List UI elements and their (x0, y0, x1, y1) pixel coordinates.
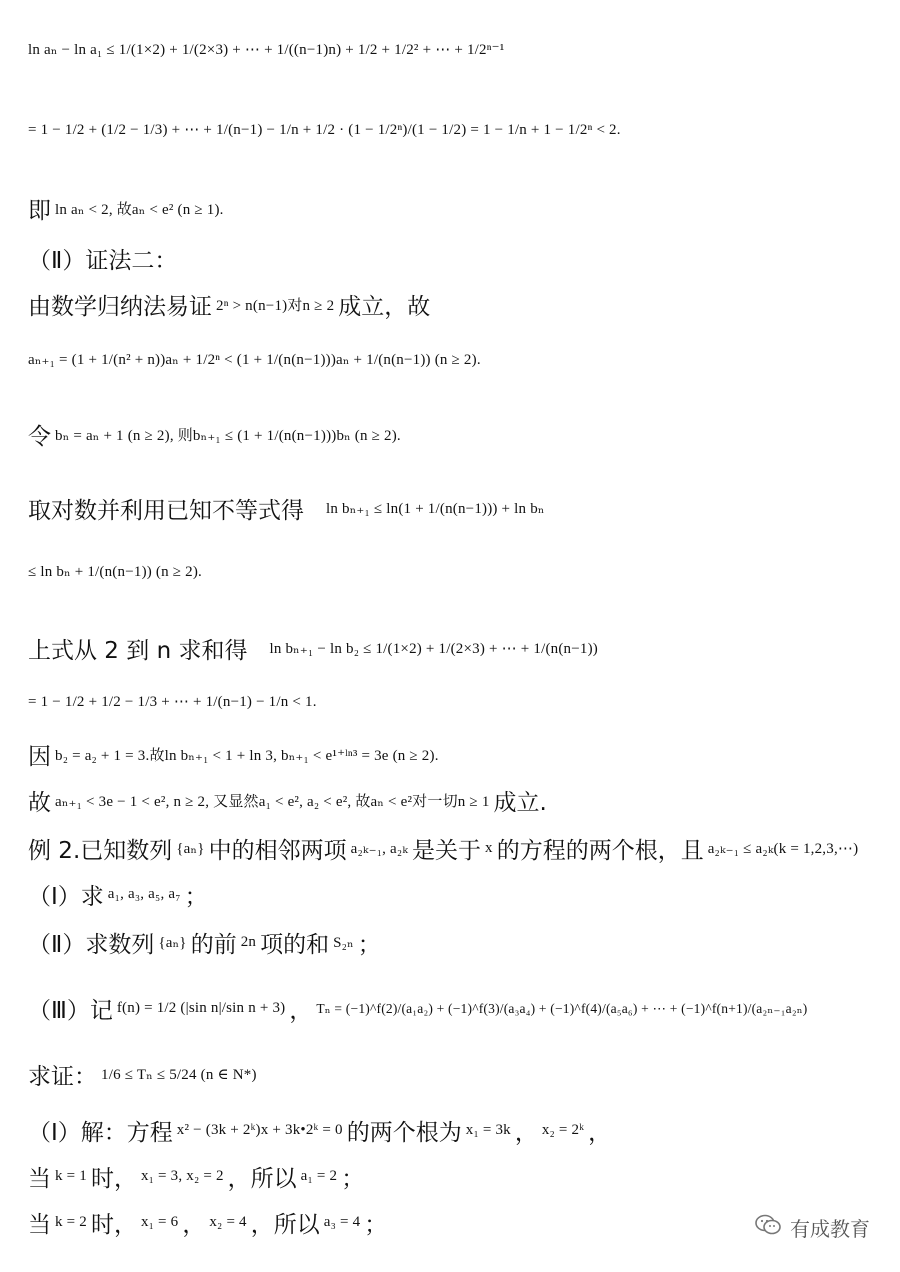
text-segment: ； (341, 1166, 365, 1192)
text-segment: 即 (28, 198, 51, 224)
math-line-6: aₙ₊₁ = (1 + 1/(n² + n))aₙ + 1/2ⁿ < (1 + 1/(n(n−1)))aₙ + 1/(n(n−1)) (n ≥ 2). (28, 352, 481, 368)
solution-line-3 (28, 1206, 387, 1239)
formula-segment: b₂ = a₂ + 1 = 3.故ln bₙ₊₁ < 1 + ln 3, bₙ₊₁ < e¹⁺ˡⁿ³ = 3e (n ≥ 2). (55, 748, 439, 764)
formula-segment: Tₙ = (−1)^f(2)/(a₁a₂) + (−1)^f(3)/(a₃a₄) + (−1)^f(4)/(a₅a₆) + ⋯ + (−1)^f(n+1)/(a₂ₙ₋₁a₂ₙ) (316, 1000, 808, 1016)
text-segment: （Ⅲ）记 (28, 998, 113, 1024)
text-segment: 当 (28, 1166, 51, 1192)
text-segment: 时， (90, 1166, 137, 1192)
text-line-7 (28, 418, 401, 451)
watermark (754, 1213, 870, 1242)
solution-line-2 (28, 1160, 364, 1193)
text-segment: 当 (28, 1212, 51, 1238)
math-line-9: ≤ ln bₙ + 1/(n(n−1)) (n ≥ 2). (28, 564, 202, 580)
formula-segment: 2ⁿ > n(n−1)对n ≥ 2 (216, 298, 335, 314)
text-segment: 令 (28, 424, 51, 450)
math-line-2: = 1 − 1/2 + (1/2 − 1/3) + ⋯ + 1/(n−1) − 1/n + 1/2 · (1 − 1/2ⁿ)/(1 − 1/2) = 1 − 1/n + 1 − 1/2ⁿ < 2. (28, 122, 621, 138)
text-line-5 (28, 288, 430, 321)
formula-segment: x² − (3k + 2ᵏ)x + 3k•2ᵏ = 0 (176, 1122, 343, 1138)
formula-segment: ln bₙ₊₁ − ln b₂ ≤ 1/(1×2) + 1/(2×3) + ⋯ + 1/(n(n−1)) (269, 641, 598, 657)
math-line-1: ln aₙ − ln a₁ ≤ 1/(1×2) + 1/(2×3) + ⋯ + 1/((n−1)n) + 1/2 + 1/2² + ⋯ + 1/2ⁿ⁻¹ (28, 42, 505, 58)
text-segment: ， (514, 1120, 538, 1146)
text-segment: 取对数并利用已知不等式得 (28, 498, 304, 524)
text-line-13 (28, 784, 547, 817)
formula-segment: {aₙ} (158, 935, 187, 951)
formula-segment: k = 1 (55, 1168, 87, 1184)
text-segment: 是关于 (412, 838, 481, 864)
text-segment: （Ⅱ）求数列 (28, 932, 155, 958)
text-line-8 (28, 492, 545, 525)
question-3 (28, 992, 808, 1025)
question-2 (28, 926, 381, 959)
text-segment: ； (357, 932, 381, 958)
watermark-text: 有成教育 (790, 1217, 870, 1241)
formula-segment: x₁ = 6 (140, 1214, 179, 1230)
text-line-12 (28, 738, 439, 771)
text-segment: （Ⅰ）解：方程 (28, 1120, 173, 1146)
formula-segment: S₂ₙ (333, 935, 354, 951)
formula-segment: ln bₙ₊₁ ≤ ln(1 + 1/(n(n−1))) + ln bₙ (326, 501, 545, 517)
text-segment: ，所以 (250, 1212, 320, 1238)
question-1 (28, 878, 208, 911)
text-segment: 故 (28, 790, 51, 816)
formula-segment: a₁, a₃, a₅, a₇ (107, 886, 181, 902)
formula-segment: x₂ = 4 (209, 1214, 247, 1230)
text-line-3 (28, 192, 224, 225)
text-segment: 成立. (493, 790, 547, 816)
formula-segment: a₂ₖ₋₁ ≤ a₂ₖ(k = 1,2,3,⋯) (707, 841, 859, 857)
formula-segment: x₂ = 2ᵏ (541, 1122, 585, 1138)
math-line-11: = 1 − 1/2 + 1/2 − 1/3 + ⋯ + 1/(n−1) − 1/n < 1. (28, 694, 317, 710)
proof-heading: （Ⅱ）证法二： (28, 248, 178, 274)
formula-segment: x (485, 840, 493, 856)
formula-segment: x₁ = 3, x₂ = 2 (140, 1168, 224, 1184)
wechat-icon (754, 1213, 782, 1242)
text-segment: ； (184, 884, 208, 910)
text-segment: 因 (28, 744, 51, 770)
text-segment: 时， (90, 1212, 137, 1238)
formula-segment: ln aₙ < 2, 故aₙ < e² (n ≥ 1). (55, 202, 224, 218)
formula-segment: f(n) = 1/2 (|sin n|/sin n + 3) (116, 1000, 286, 1016)
formula-segment: {aₙ} (176, 841, 205, 857)
text-segment: （Ⅰ）求 (28, 884, 104, 910)
formula-segment: 2n (240, 934, 257, 950)
formula-segment: 1/6 ≤ Tₙ ≤ 5/24 (n ∈ N*) (101, 1067, 257, 1083)
text-line-10 (28, 632, 598, 665)
text-segment: 例 2.已知数列 (28, 838, 173, 864)
formula-segment: a₁ = 2 (300, 1168, 338, 1184)
formula-segment: a₂ₖ₋₁, a₂ₖ (350, 841, 408, 857)
example-2-statement (28, 832, 858, 865)
formula-segment: x₁ = 3k (465, 1122, 511, 1138)
text-segment: 成立，故 (338, 294, 431, 320)
formula-segment: k = 2 (55, 1214, 87, 1230)
text-segment: ， (588, 1120, 612, 1146)
text-segment: ，所以 (227, 1166, 297, 1192)
formula-segment: aₙ₊₁ < 3e − 1 < e², n ≥ 2, 又显然a₁ < e², a₂ < e², 故aₙ < e²对一切n ≥ 1 (55, 794, 490, 810)
solution-line-1 (28, 1114, 611, 1147)
text-segment: 由数学归纳法易证 (28, 294, 212, 320)
text-segment: 的两个根为 (346, 1120, 462, 1146)
text-segment: 求证： (28, 1064, 97, 1090)
prove-statement (28, 1058, 257, 1091)
text-segment: 的前 (190, 932, 237, 958)
formula-segment: a₃ = 4 (323, 1214, 361, 1230)
formula-segment: bₙ = aₙ + 1 (n ≥ 2), 则bₙ₊₁ ≤ (1 + 1/(n(n−1)))bₙ (n ≥ 2). (55, 428, 401, 444)
text-segment: 中的相邻两项 (208, 838, 347, 864)
text-segment: ， (182, 1212, 206, 1238)
text-segment: ； (364, 1212, 388, 1238)
text-segment: ， (289, 998, 313, 1024)
text-segment: 的方程的两个根，且 (496, 838, 704, 864)
text-segment: 上式从 2 到 n 求和得 (28, 638, 248, 664)
text-segment: 项的和 (260, 932, 330, 958)
